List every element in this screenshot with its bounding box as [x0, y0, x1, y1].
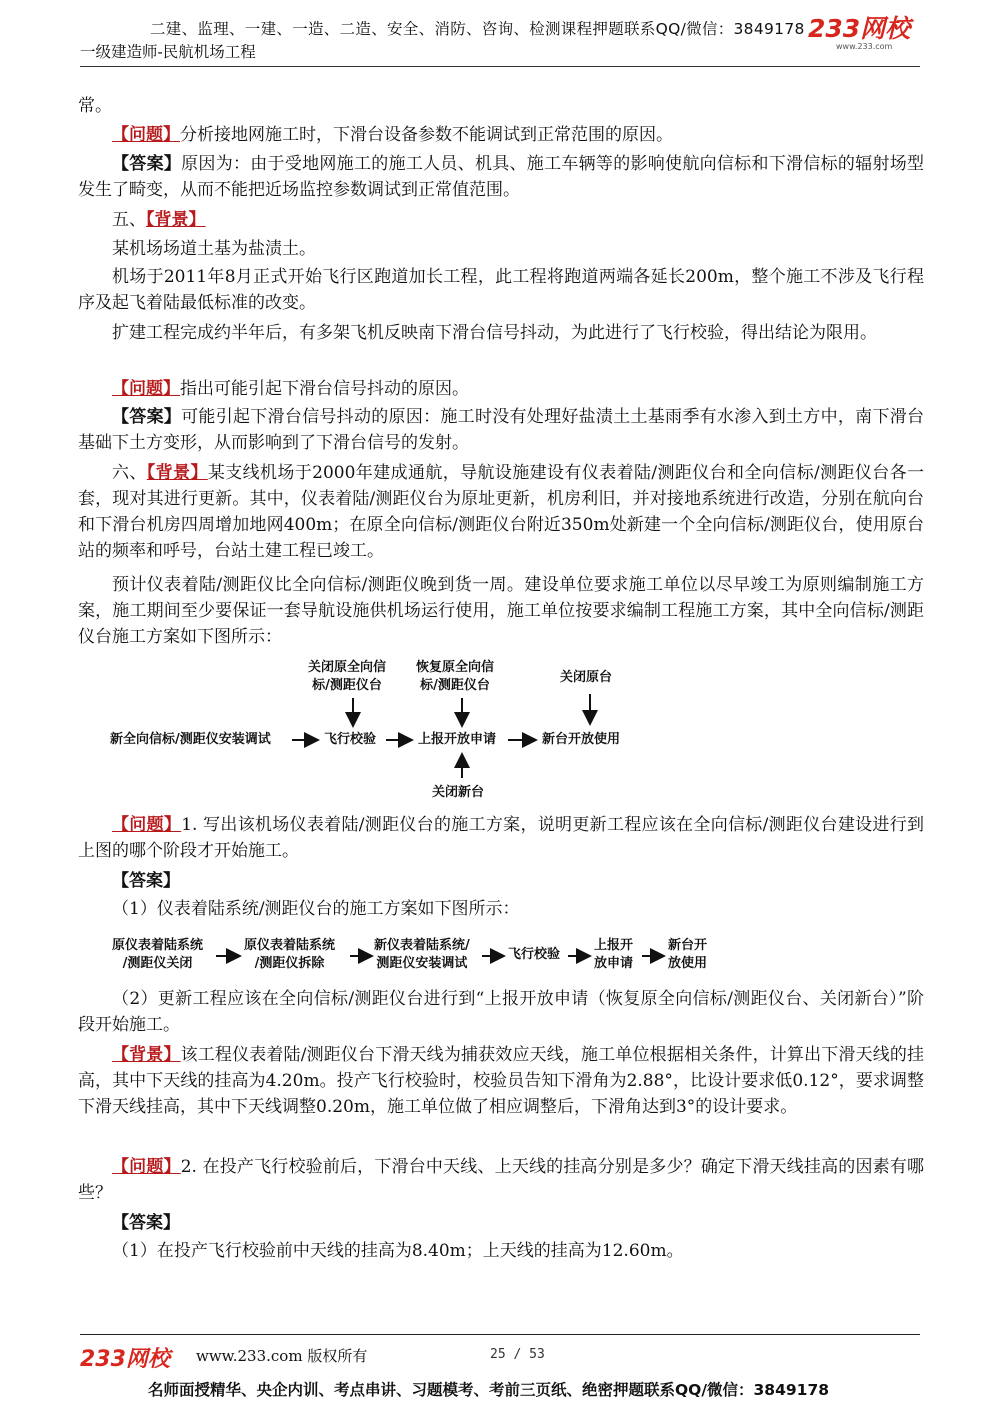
question-5: [78, 376, 924, 402]
flow-2-node-close-line1: 原仪表着陆系统: [112, 938, 204, 953]
question-1-text: 分析接地网施工时，下滑台设备参数不能调试到正常范围的原因。: [180, 125, 673, 145]
section-6-number: 六、: [112, 463, 147, 483]
header-logo: [808, 16, 910, 51]
section-5-p1: 某机场场道土基为盐渍土。: [112, 239, 316, 259]
question-tag: 【问题】: [112, 815, 182, 835]
flow-2-node-open-line2: 放使用: [668, 956, 708, 971]
footer-site: www.233.com 版权所有: [196, 1347, 368, 1365]
answer-6-1-part2: （2）更新工程应该在全向信标/测距仪台进行到“上报开放申请（恢复原全向信标/测距仪台、关闭新台）”阶段开始施工。: [78, 989, 924, 1035]
flow-2-node-install-line2: 测距仪安装调试: [376, 956, 468, 971]
flow-1-top-close-old-line2: 标/测距仪台: [312, 678, 382, 693]
answer-tag: 【答案】: [112, 154, 182, 174]
question-6-2: [78, 1154, 924, 1206]
section-5-p3: 扩建工程完成约半年后，有多架飞机反映南下滑台信号抖动，为此进行了飞行校验，得出结论为限用。: [112, 323, 877, 343]
header-divider: [80, 66, 920, 67]
question-tag: 【问题】: [112, 379, 180, 399]
flow-2-node-dismantle-line2: /测距仪拆除: [254, 956, 325, 971]
question-6-1-text: 1. 写出该机场仪表着陆/测距仪台的施工方案，说明更新工程应该在全向信标/测距仪台建设进行到上图的哪个阶段才开始施工。: [78, 815, 925, 861]
background-tag: 【背景】: [146, 463, 208, 483]
section-6-p1: [78, 460, 924, 564]
question-tag: 【问题】: [112, 1157, 181, 1177]
footer-promo: 名师面授精华、央企内训、考点串讲、习题模考、考前三页纸、绝密押题联系QQ/微信：3849178: [148, 1381, 830, 1399]
flow-1-top-restore-old-line1: 恢复原全向信: [416, 660, 495, 675]
background-tag: 【背景】: [112, 1045, 181, 1065]
flow-1-node-open: 新台开放使用: [542, 732, 621, 747]
answer-tag: 【答案】: [112, 407, 182, 427]
header-promo: 二建、监理、一建、一造、二造、安全、消防、咨询、检测课程押题联系QQ/微信：3849178: [150, 20, 805, 38]
header-logo-url: www.233.com: [836, 42, 893, 51]
flow-2-node-apply-line2: 放申请: [594, 956, 634, 971]
answer-tag: 【答案】: [112, 1213, 180, 1233]
flow-diagram-2: [110, 935, 730, 977]
flow-2-node-open: [668, 937, 707, 973]
flow-2-node-close: [112, 937, 203, 973]
flow-2-node-install-line1: 新仪表着陆系统/: [374, 938, 470, 953]
flow-diagram-1: [80, 656, 700, 806]
answer-6-2-part1: （1）在投产飞行校验前中天线的挂高为8.40m；上天线的挂高为12.60m。: [112, 1241, 684, 1261]
question-5-text: 指出可能引起下滑台信号抖动的原因。: [180, 379, 469, 399]
answer-1: [78, 151, 924, 203]
flow-1-top-restore-old: [416, 659, 494, 695]
flow-2-node-apply: [594, 937, 633, 973]
flow-1-node-apply: 上报开放申请: [418, 732, 497, 747]
flow-1-top-close-old-line1: 关闭原全向信: [308, 660, 387, 675]
flow-1-top-restore-old-line2: 标/测距仪台: [420, 678, 490, 693]
answer-6-1-part1: （1）仪表着陆系统/测距仪台的施工方案如下图所示：: [112, 899, 520, 919]
flow-2-node-dismantle-line1: 原仪表着陆系统: [244, 938, 336, 953]
footer-logo: 233网校: [80, 1347, 170, 1372]
paragraph-continued: 常。: [78, 96, 112, 116]
section-5-p2: 机场于2011年8月正式开始飞行区跑道加长工程，此工程将跑道两端各延长200m，整个施工不涉及飞行程序及起飞着陆最低标准的改变。: [78, 267, 924, 313]
flow-2-node-close-line2: /测距仪关闭: [122, 956, 193, 971]
flow-2-node-open-line1: 新台开: [668, 938, 708, 953]
answer-6-2-tag: [78, 1210, 924, 1236]
section-6-p2: 预计仪表着陆/测距仪比全向信标/测距仪晚到货一周。建设单位要求施工单位以尽早竣工为原则编制施工方案，施工期间至少要保证一套导航设施供机场运行使用，施工单位按要求编制工程施工方案，其中全向信标/测距仪台施工方案如下图所示：: [78, 575, 924, 647]
flow-1-bottom-close-new: 关闭新台: [432, 785, 485, 800]
section-5-number: 五、: [112, 210, 146, 230]
answer-tag: 【答案】: [112, 871, 180, 891]
header-logo-text: 233网校: [808, 14, 911, 43]
footer-divider: [80, 1334, 920, 1335]
flow-1-node-flight-check: 飞行校验: [324, 732, 377, 747]
flow-2-node-install: [374, 937, 470, 973]
question-1: [78, 122, 924, 148]
question-6-2-text: 2. 在投产飞行校验前后，下滑台中天线、上天线的挂高分别是多少？确定下滑天线挂高的因素有哪些？: [78, 1157, 925, 1203]
section-5-heading: [78, 207, 924, 233]
flow-1-node-install: 新全向信标/测距仪安装调试: [110, 732, 271, 747]
background-tag: 【背景】: [146, 210, 206, 230]
header-subtitle: 一级建造师-民航机场工程: [80, 43, 256, 61]
answer-5-text: 可能引起下滑台信号抖动的原因：施工时没有处理好盐渍土土基雨季有水渗入到土方中，南下滑台基础下土方变形，从而影响到了下滑台信号的发射。: [78, 407, 925, 453]
answer-5: [78, 404, 924, 456]
question-6-1: [78, 812, 924, 864]
answer-6-1-tag: [78, 868, 924, 894]
answer-1-text: 原因为：由于受地网施工的施工人员、机具、施工车辆等的影响使航向信标和下滑信标的辐射场型发生了畸变，从而不能把近场监控参数调试到正常值范围。: [78, 154, 925, 200]
flow-2-node-apply-line1: 上报开: [594, 938, 634, 953]
background-6-2-text: 该工程仪表着陆/测距仪台下滑天线为捕获效应天线，施工单位根据相关条件，计算出下滑天线的挂高，其中下天线的挂高为4.20m。投产飞行校验时，校验员告知下滑角为2.88°，比设计要求低0.12°，要求调整下滑天线挂高，其中下天线调整0.20m，施工单位做了相应调整后，下滑角达到3°的设计要求。: [78, 1045, 924, 1117]
page-number: 25 / 53: [490, 1347, 545, 1362]
flow-2-node-flight-check: 飞行校验: [508, 947, 561, 962]
flow-2-node-dismantle: [244, 937, 335, 973]
flow-1-top-close-station: 关闭原台: [560, 670, 613, 685]
section-6-p1-text: 某支线机场于2000年建成通航，导航设施建设有仪表着陆/测距仪台和全向信标/测距仪台各一套，现对其进行更新。其中，仪表着陆/测距仪台为原址更新，机房利旧，并对接地系统进行改造，分别在航向台和下滑台机房四周增加地网400m；在原全向信标/测距仪台附近350m处新建一个全向信标/测距仪台，使用原台站的频率和呼号，台站土建工程已竣工。: [78, 463, 925, 561]
flow-1-top-close-old: [308, 659, 386, 695]
background-6-2: [78, 1042, 924, 1120]
question-tag: 【问题】: [112, 125, 180, 145]
